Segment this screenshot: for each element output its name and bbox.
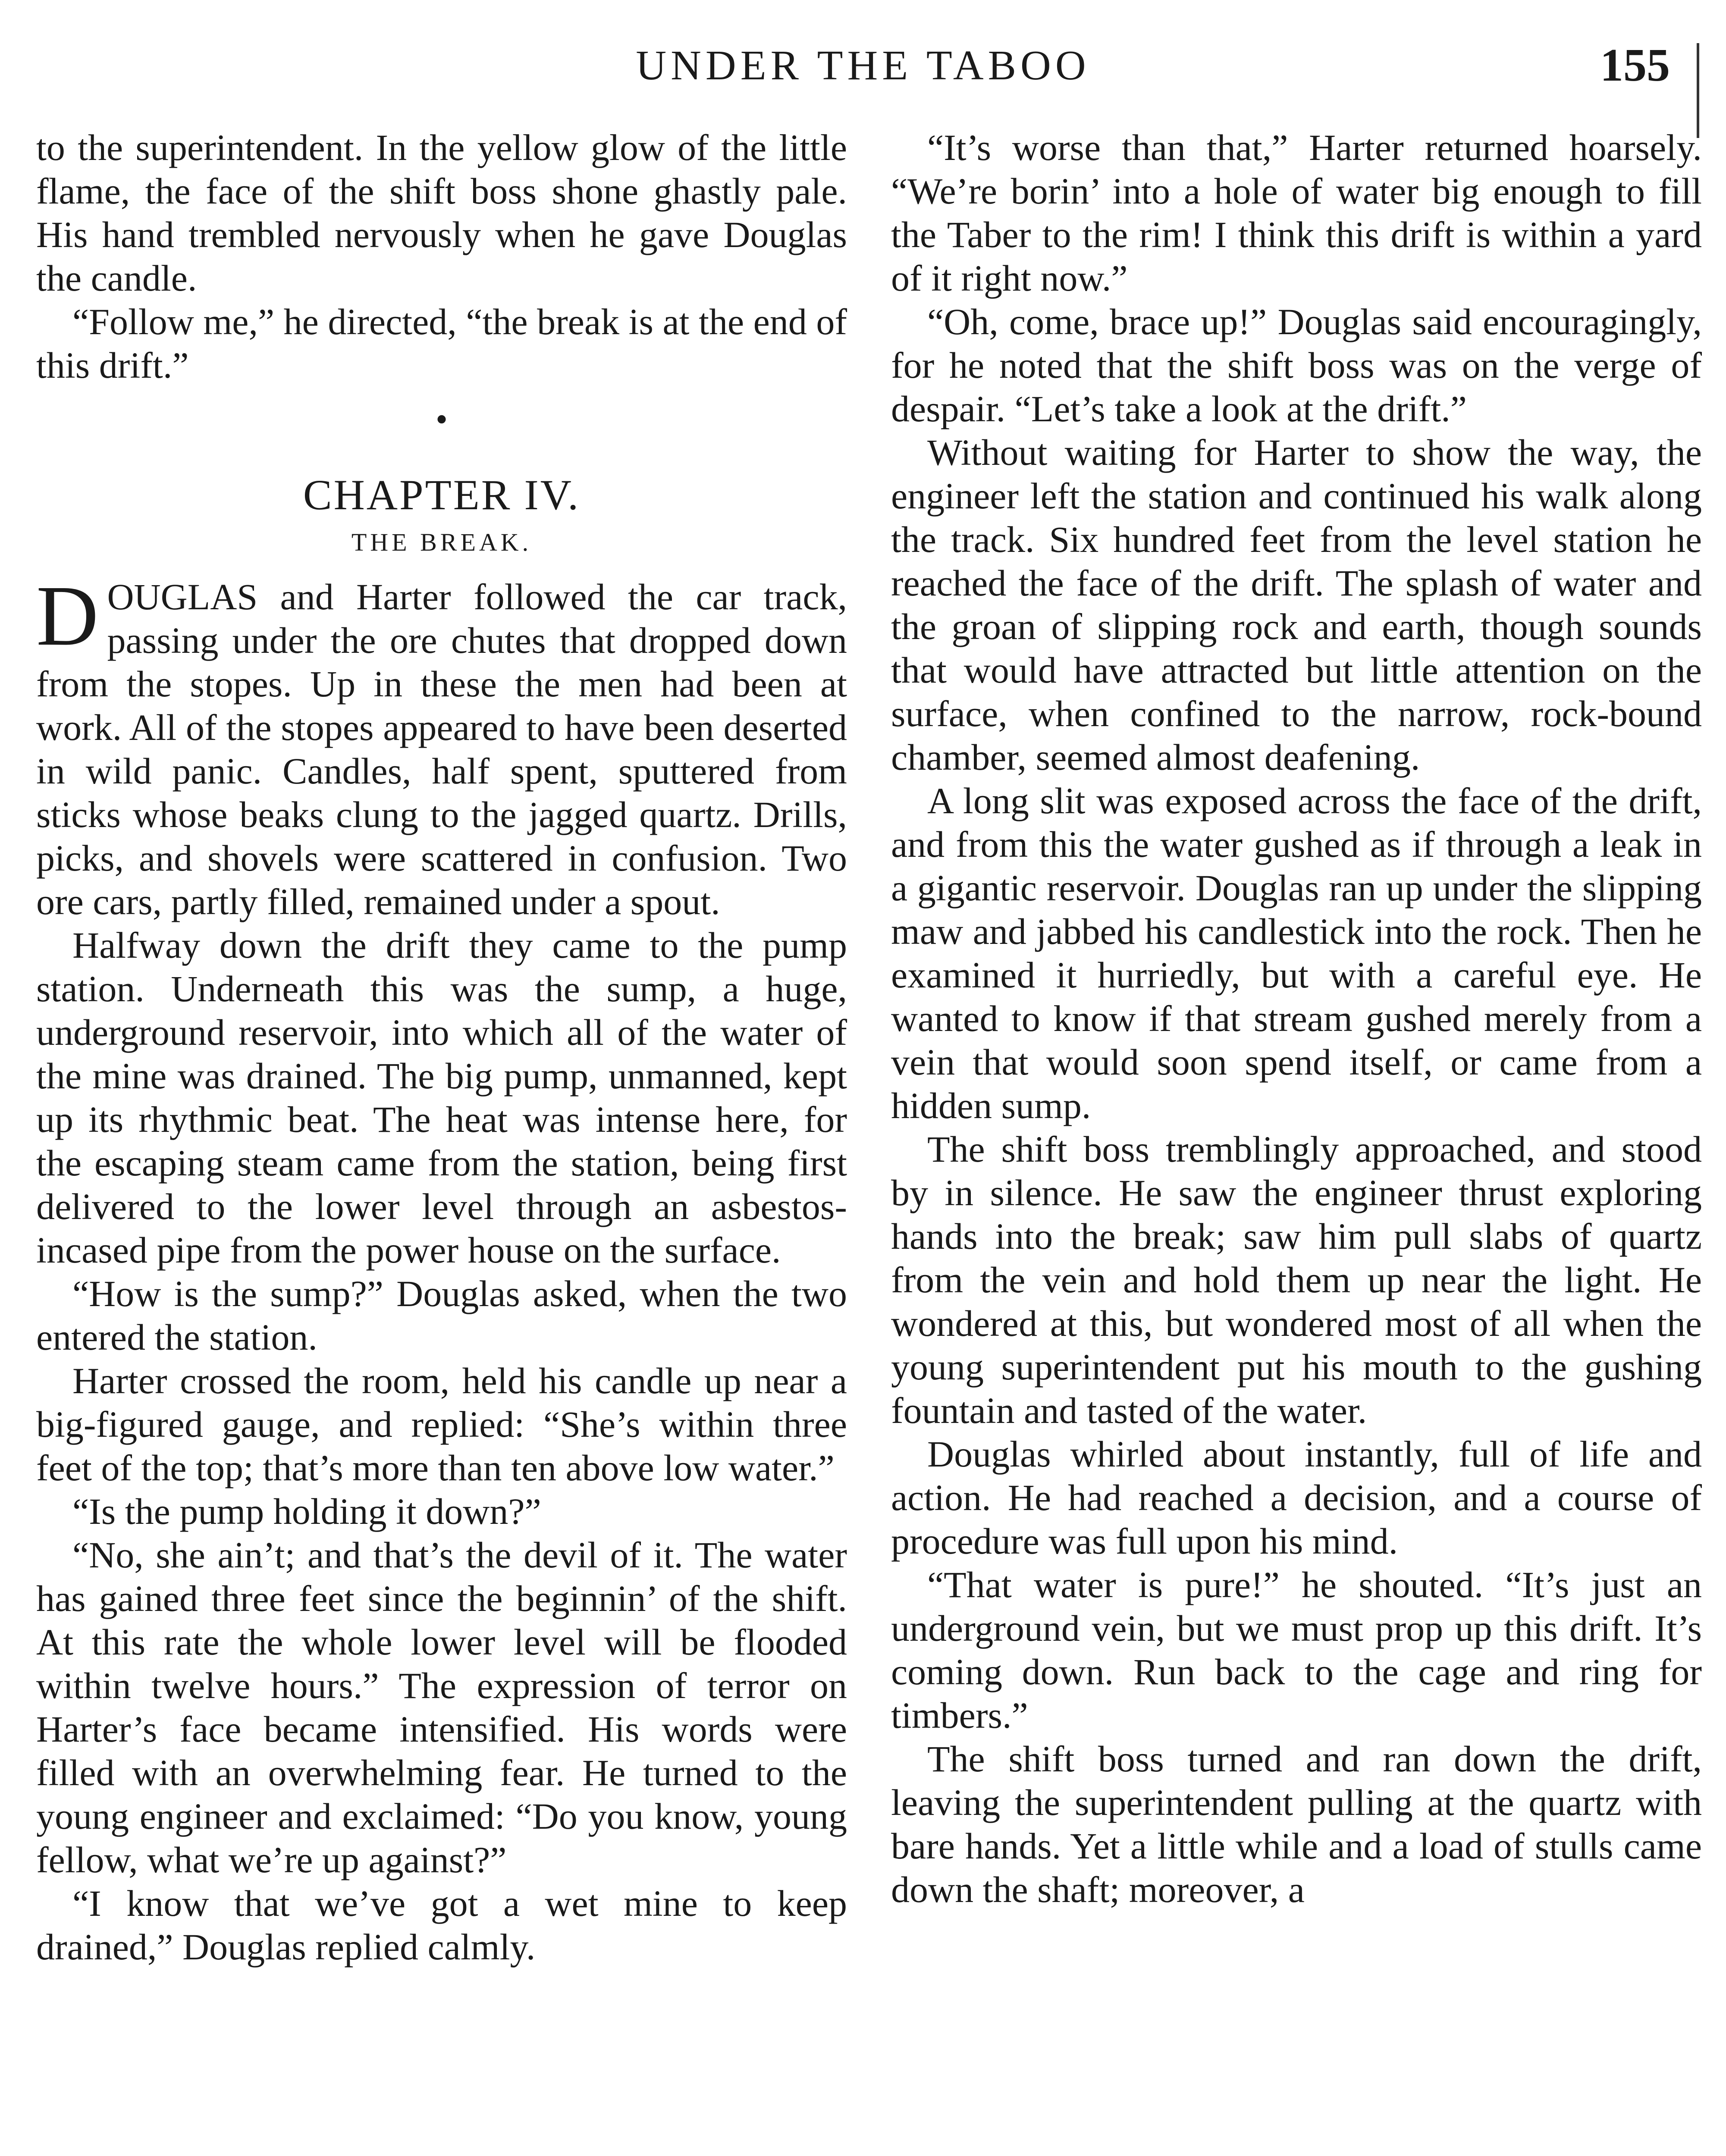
paragraph: Douglas whirled about instantly, full of life and action. He had reached a decision, and a course of procedure was full upon his mind.: [891, 1433, 1702, 1562]
paragraph: to the superintendent. In the yellow glow of the little flame, the face of the shift boss shone ghastly pale. His hand trembled nervously when he gave Douglas the candle.: [36, 127, 847, 299]
chapter-title: CHAPTER IV.: [303, 471, 581, 519]
paragraph-text: OUGLAS and Harter followed the car track, passing under the ore chutes that dropped down from the stopes. Up in these the men had been at work. All of the stopes appeared to have been deserted in wild panic. Candles, half spent, sputtered from sticks whose beaks clung to the jagged quartz. Drills, picks, and shovels were scattered in confusion. Two ore cars, partly filled, remained under a spout.: [36, 576, 847, 922]
left-column: [36, 126, 847, 1969]
drop-cap: D: [36, 568, 99, 664]
paragraph: “No, she ain’t; and that’s the devil of it. The water has gained three feet since the beginnin’ of the shift. At this rate the whole lower level will be flooded within twelve hours.” The expression of terror on Harter’s face became intensified. His words were filled with an overwhelming fear. He turned to the young engineer and exclaimed: “Do you know, young fellow, what we’re up against?”: [36, 1534, 847, 1880]
section-separator: •: [435, 401, 448, 439]
right-column: [891, 126, 1702, 1912]
paragraph: “Follow me,” he directed, “the break is at the end of this drift.”: [36, 301, 847, 386]
page-number: 155: [1600, 40, 1670, 91]
paragraph: “That water is pure!” he shouted. “It’s just an underground vein, but we must prop up this drift. It’s coming down. Run back to the cage and ring for timbers.”: [891, 1564, 1702, 1736]
paragraph: “Oh, come, brace up!” Douglas said encouragingly, for he noted that the shift boss was on the verge of despair. “Let’s take a look at the drift.”: [891, 301, 1702, 429]
running-head: UNDER THE TABOO: [636, 42, 1090, 89]
paragraph-with-drop-cap: [36, 568, 847, 924]
paragraph: The shift boss tremblingly approached, and stood by in silence. He saw the engineer thrust exploring hands into the break; saw him pull slabs of quartz from the vein and hold them up near the light. He wondered at this, but wondered most of all when the young superintendent put his mouth to the gushing fountain and tasted of the water.: [891, 1128, 1702, 1431]
page-header: [0, 39, 1726, 99]
paragraph: “How is the sump?” Douglas asked, when the two entered the station.: [36, 1273, 847, 1358]
paragraph: Without waiting for Harter to show the way, the engineer left the station and continued his walk along the track. Six hundred feet from the level station he reached the face of the drift. The splash of water and the groan of slipping rock and earth, though sounds that would have attracted but little attention on the surface, when confined to the narrow, rock-bound chamber, seemed almost deafening.: [891, 432, 1702, 778]
paragraph: Halfway down the drift they came to the pump station. Underneath this was the sump, a huge, underground reservoir, into which all of the water of the mine was drained. The big pump, unmanned, kept up its rhythmic beat. The heat was intense here, for the escaping steam came from the station, being first delivered to the lower level through an asbestos-incased pipe from the power house on the surface.: [36, 924, 847, 1271]
paragraph: Harter crossed the room, held his candle up near a big-figured gauge, and replied: “She’s within three feet of the top; that’s more than ten above low water.”: [36, 1360, 847, 1489]
paragraph: A long slit was exposed across the face of the drift, and from this the water gushed as if through a leak in a gigantic reservoir. Douglas ran up under the slipping maw and jabbed his candlestick into the rock. Then he examined it hurriedly, but with a careful eye. He wanted to know if that stream gushed merely from a vein that would soon spend itself, or came from a hidden sump.: [891, 780, 1702, 1126]
paragraph: “I know that we’ve got a wet mine to keep drained,” Douglas replied calmly.: [36, 1883, 847, 1968]
paragraph: “It’s worse than that,” Harter returned hoarsely. “We’re borin’ into a hole of water big enough to fill the Taber to the rim! I think this drift is within a yard of it right now.”: [891, 127, 1702, 299]
paragraph: The shift boss turned and ran down the drift, leaving the superintendent pulling at the quartz with bare hands. Yet a little while and a load of stulls came down the shaft; moreover, a: [891, 1738, 1702, 1910]
page-edge-mark: [1697, 43, 1699, 138]
chapter-subtitle: THE BREAK.: [351, 528, 532, 556]
paragraph: “Is the pump holding it down?”: [72, 1491, 541, 1532]
